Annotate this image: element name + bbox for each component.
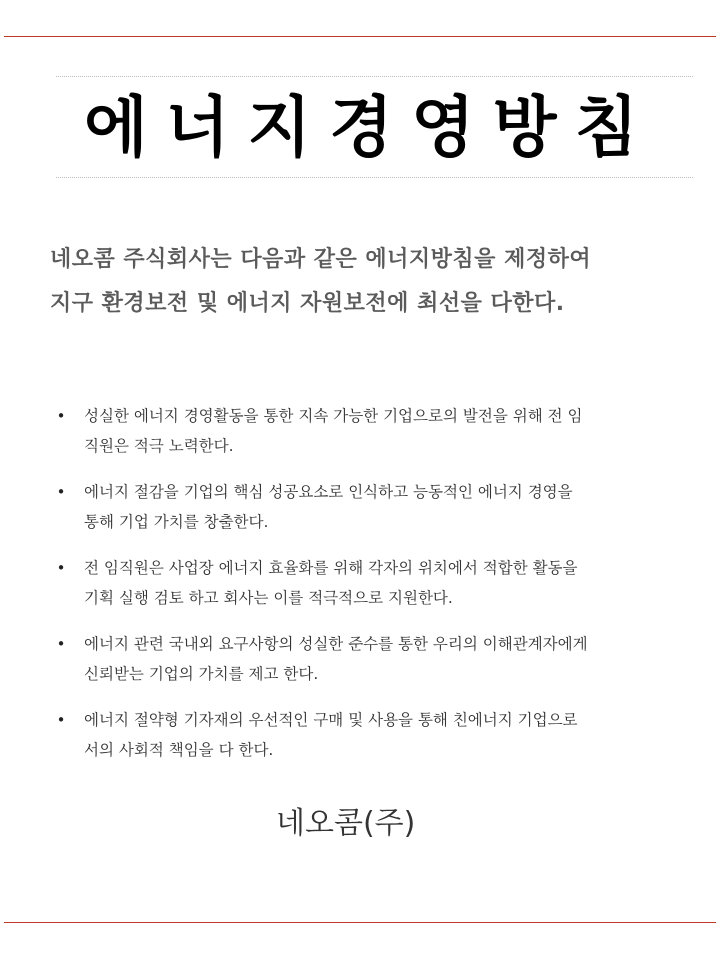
bullet-icon: • [56,635,66,653]
bullet-icon: • [56,711,66,729]
intro-line-2: 지구 환경보전 및 에너지 자원보전에 최선을 다한다. [50,291,565,316]
policy-text-line: 에너지 관련 국내외 요구사항의 성실한 준수를 통한 우리의 이해관계자에게 [84,635,588,653]
policy-text-line: 기획 실행 검토 하고 회사는 이를 적극적으로 지원한다. [84,589,453,607]
policy-item-2 [56,477,676,537]
intro-line-1: 네오콤 주식회사는 다음과 같은 에너지방침을 제정하여 [50,247,592,272]
policy-item-1 [56,401,676,461]
policy-item-3 [56,553,676,613]
bullet-icon: • [56,407,66,425]
intro-statement [50,238,690,326]
policy-text-line: 신뢰받는 기업의 가치를 제고 한다. [84,665,319,683]
page-title: 에너지경영방침 [84,89,657,166]
policy-text-line: 직원은 적극 노력한다. [84,437,234,455]
policy-text-line: 통해 기업 가치를 창출한다. [84,513,269,531]
policy-text-line: 에너지 절약형 기자재의 우선적인 구매 및 사용을 통해 친에너지 기업으로 [84,711,578,729]
policy-text-line: 서의 사회적 책임을 다 한다. [84,741,274,759]
bullet-icon: • [56,483,66,501]
title-top-dotted-divider [56,76,693,77]
policy-text-line: 성실한 에너지 경영활동을 통한 지속 가능한 기업으로의 발전을 위해 전 임 [84,407,583,425]
policy-text-line: 전 임직원은 사업장 에너지 효율화를 위해 각자의 위치에서 적합한 활동을 [84,559,578,577]
policy-text-line: 에너지 절감을 기업의 핵심 성공요소로 인식하고 능동적인 에너지 경영을 [84,483,573,501]
title-bottom-dotted-divider [56,177,693,178]
policy-list [56,401,676,781]
company-signature: 네오콤(주) [276,806,416,841]
bottom-divider [4,922,716,923]
top-divider [4,36,716,37]
policy-item-4 [56,629,676,689]
policy-item-5 [56,705,676,765]
bullet-icon: • [56,559,66,577]
